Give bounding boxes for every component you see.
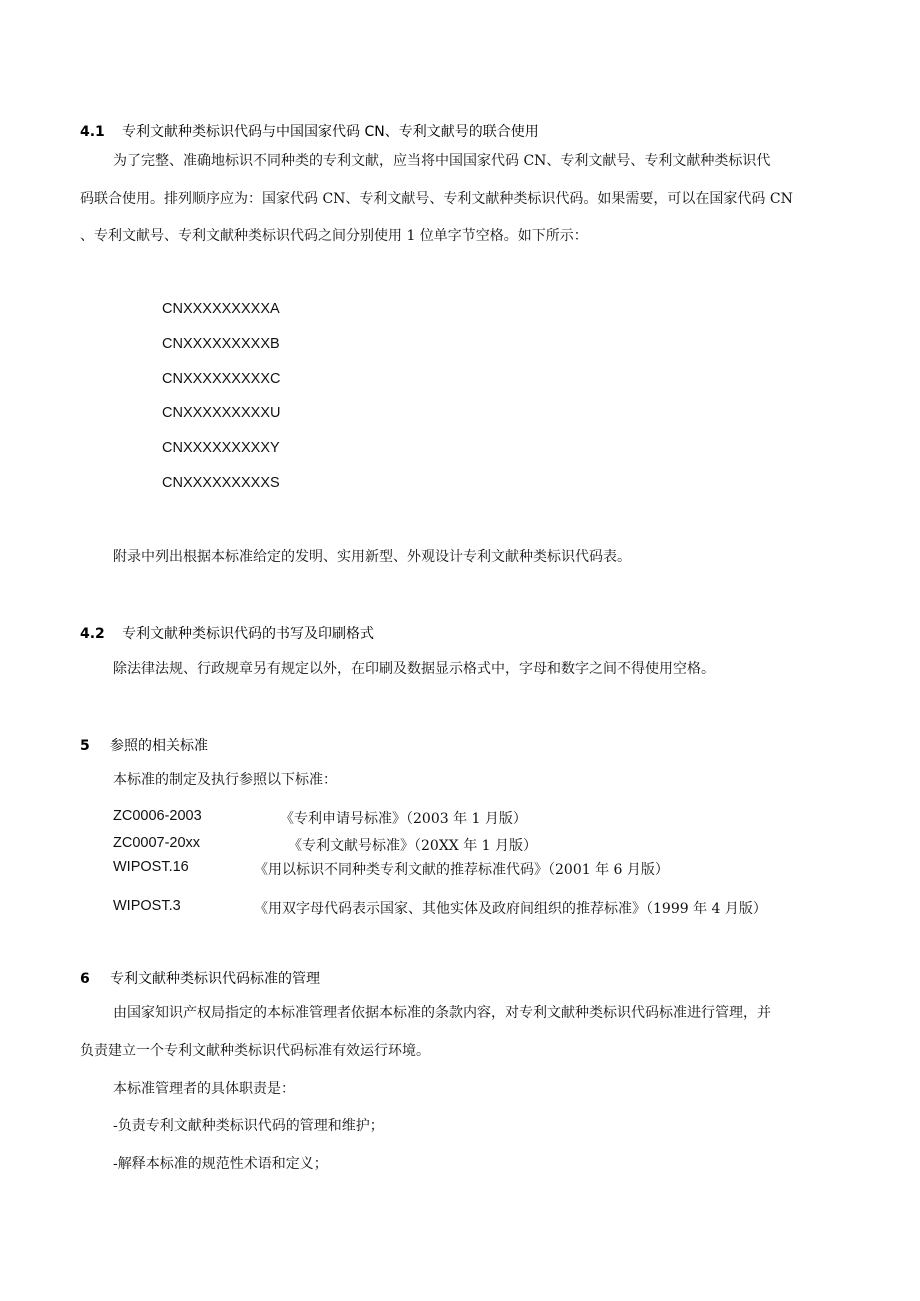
section-6-para-line-1: 由国家知识产权局指定的本标准管理者依据本标准的条款内容，对专利文献种类标识代码标准进行管理，并 xyxy=(113,1005,771,1021)
ref-title: 《用双字母代码表示国家、其他实体及政府间组织的推荐标准》（1999 年 4 月版） xyxy=(254,901,767,917)
ref-title: 《用以标识不同种类专利文献的推荐标准代码》（2001 年 6 月版） xyxy=(254,862,669,878)
ref-code: WIPOST.16 xyxy=(113,859,189,875)
code-example: CNXXXXXXXXXS xyxy=(162,475,280,491)
section-number: 6 xyxy=(80,971,90,987)
section-6-para-line-2: 负责建立一个专利文献种类标识代码标准有效运行环境。 xyxy=(80,1043,430,1059)
ref-code: ZC0007-20xx xyxy=(113,835,201,851)
section-4-1-heading xyxy=(80,121,539,141)
duties-intro: 本标准管理者的具体职责是： xyxy=(113,1081,295,1097)
section-6-heading xyxy=(80,968,320,988)
ref-code: ZC0006-2003 xyxy=(113,808,202,824)
section-number: 4.1 xyxy=(80,124,105,140)
section-5-heading xyxy=(80,735,208,755)
code-example: CNXXXXXXXXXU xyxy=(162,405,281,421)
code-example: CNXXXXXXXXXA xyxy=(162,301,280,317)
ref-title: 《专利文献号标准》（20XX 年 1 月版） xyxy=(288,838,538,854)
duty-item: -解释本标准的规范性术语和定义； xyxy=(113,1156,328,1172)
duty-item: -负责专利文献种类标识代码的管理和维护； xyxy=(113,1118,384,1134)
section-4-1-para-line-2: 码联合使用。排列顺序应为：国家代码 CN、专利文献号、专利文献种类标识代码。如果需要，可以在国家代码 CN xyxy=(80,191,793,207)
section-title: 专利文献种类标识代码与中国国家代码 CN、专利文献号的联合使用 xyxy=(122,124,539,140)
appendix-note: 附录中列出根据本标准给定的发明、实用新型、外观设计专利文献种类标识代码表。 xyxy=(113,549,631,565)
section-number: 4.2 xyxy=(80,626,105,642)
code-example: CNXXXXXXXXXY xyxy=(162,440,280,456)
section-4-2-heading xyxy=(80,623,374,643)
section-title: 专利文献种类标识代码标准的管理 xyxy=(110,971,320,987)
ref-title: 《专利申请号标准》（2003 年 1 月版） xyxy=(280,811,527,827)
code-example: CNXXXXXXXXXB xyxy=(162,336,280,352)
section-number: 5 xyxy=(80,738,90,754)
section-title: 专利文献种类标识代码的书写及印刷格式 xyxy=(122,626,374,642)
section-title: 参照的相关标准 xyxy=(110,738,208,754)
section-4-1-para-line-1: 为了完整、准确地标识不同种类的专利文献，应当将中国国家代码 CN、专利文献号、专利文献种类标识代 xyxy=(113,153,771,169)
ref-code: WIPOST.3 xyxy=(113,898,181,914)
section-4-1-para-line-3: 、专利文献号、专利文献种类标识代码之间分别使用 1 位单字节空格。如下所示： xyxy=(80,228,588,244)
code-example: CNXXXXXXXXXC xyxy=(162,371,281,387)
section-4-2-para: 除法律法规、行政规章另有规定以外，在印刷及数据显示格式中，字母和数字之间不得使用空格。 xyxy=(113,661,715,677)
section-5-intro: 本标准的制定及执行参照以下标准： xyxy=(113,772,337,788)
